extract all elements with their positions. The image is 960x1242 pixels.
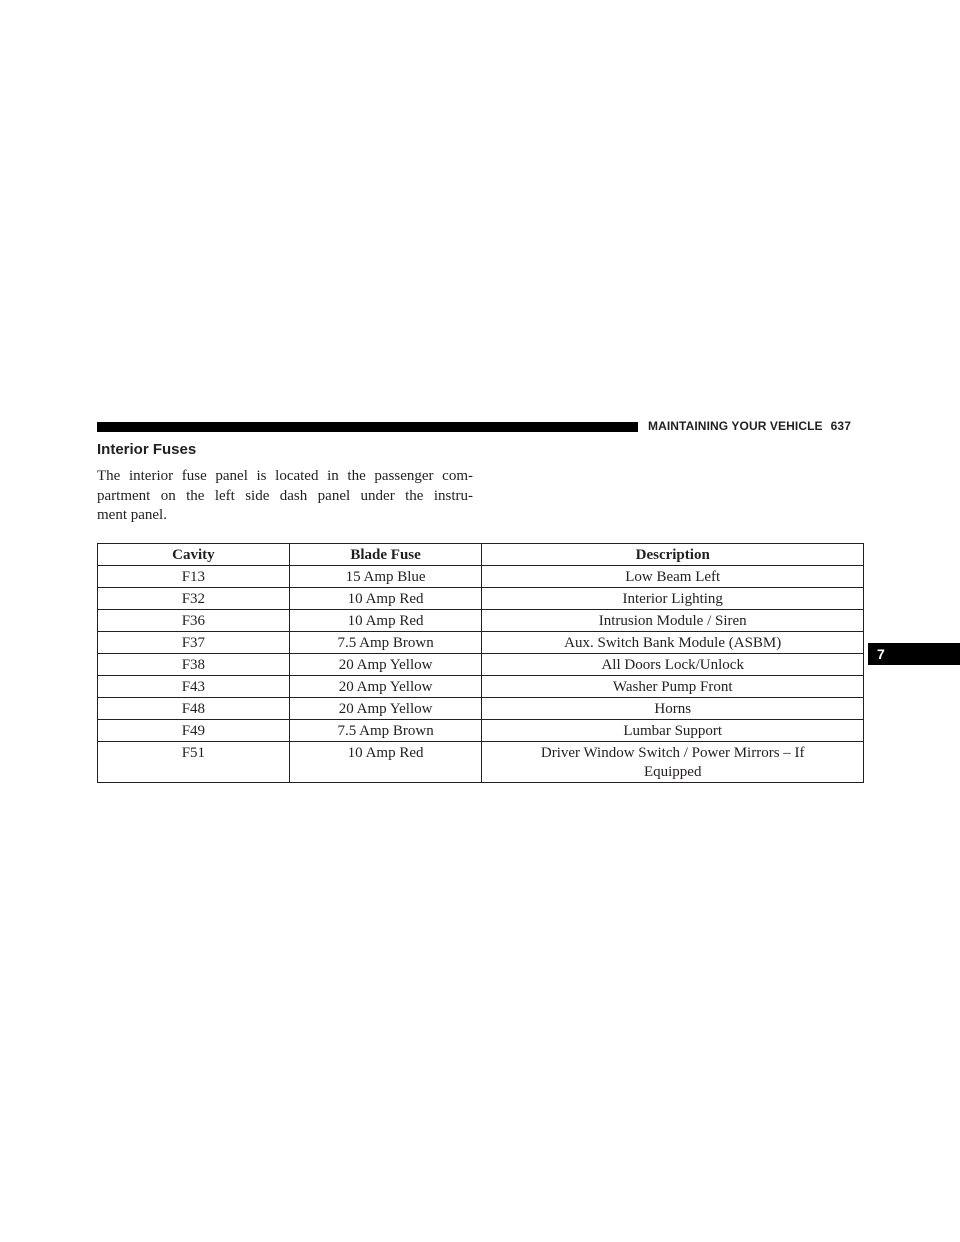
fuse-table <box>97 543 864 783</box>
cell-cavity: F49 <box>98 720 290 742</box>
cell-blade-fuse: 10 Amp Red <box>289 742 482 783</box>
cell-description: Driver Window Switch / Power Mirrors – If Equipped <box>482 742 864 783</box>
chapter-number: 7 <box>877 646 885 662</box>
cell-blade-fuse: 10 Amp Red <box>289 588 482 610</box>
cell-blade-fuse: 20 Amp Yellow <box>289 698 482 720</box>
cell-cavity: F37 <box>98 632 290 654</box>
column-header-cavity: Cavity <box>98 544 290 566</box>
cell-description: Horns <box>482 698 864 720</box>
table-row <box>98 698 864 720</box>
table-row <box>98 676 864 698</box>
cell-description: Low Beam Left <box>482 566 864 588</box>
header-section-label: MAINTAINING YOUR VEHICLE <box>648 419 823 433</box>
cell-blade-fuse: 20 Amp Yellow <box>289 654 482 676</box>
table-row <box>98 742 864 783</box>
cell-description: All Doors Lock/Unlock <box>482 654 864 676</box>
table-row <box>98 588 864 610</box>
column-header-description: Description <box>482 544 864 566</box>
chapter-tab <box>868 643 960 665</box>
cell-description: Washer Pump Front <box>482 676 864 698</box>
cell-cavity: F43 <box>98 676 290 698</box>
section-title: Interior Fuses <box>97 441 197 458</box>
cell-description: Intrusion Module / Siren <box>482 610 864 632</box>
cell-description: Interior Lighting <box>482 588 864 610</box>
cell-description: Aux. Switch Bank Module (ASBM) <box>482 632 864 654</box>
running-header <box>648 419 851 433</box>
cell-cavity: F48 <box>98 698 290 720</box>
cell-blade-fuse: 7.5 Amp Brown <box>289 632 482 654</box>
page-number: 637 <box>830 419 851 433</box>
column-header-blade-fuse: Blade Fuse <box>289 544 482 566</box>
cell-blade-fuse: 7.5 Amp Brown <box>289 720 482 742</box>
cell-cavity: F51 <box>98 742 290 783</box>
intro-line: ment panel. <box>97 507 167 523</box>
table-row <box>98 610 864 632</box>
cell-blade-fuse: 10 Amp Red <box>289 610 482 632</box>
table-row <box>98 654 864 676</box>
cell-blade-fuse: 20 Amp Yellow <box>289 676 482 698</box>
cell-cavity: F13 <box>98 566 290 588</box>
header-rule <box>97 422 638 432</box>
intro-line: partment on the left side dash panel under the instru- <box>97 487 473 504</box>
table-body <box>98 566 864 783</box>
cell-cavity: F38 <box>98 654 290 676</box>
cell-cavity: F32 <box>98 588 290 610</box>
table-row <box>98 566 864 588</box>
intro-paragraph <box>97 467 473 526</box>
cell-blade-fuse: 15 Amp Blue <box>289 566 482 588</box>
cell-description: Lumbar Support <box>482 720 864 742</box>
table-row <box>98 720 864 742</box>
cell-cavity: F36 <box>98 610 290 632</box>
table-row <box>98 632 864 654</box>
table-header-row <box>98 544 864 566</box>
intro-line: The interior fuse panel is located in the passenger com- <box>97 468 473 484</box>
